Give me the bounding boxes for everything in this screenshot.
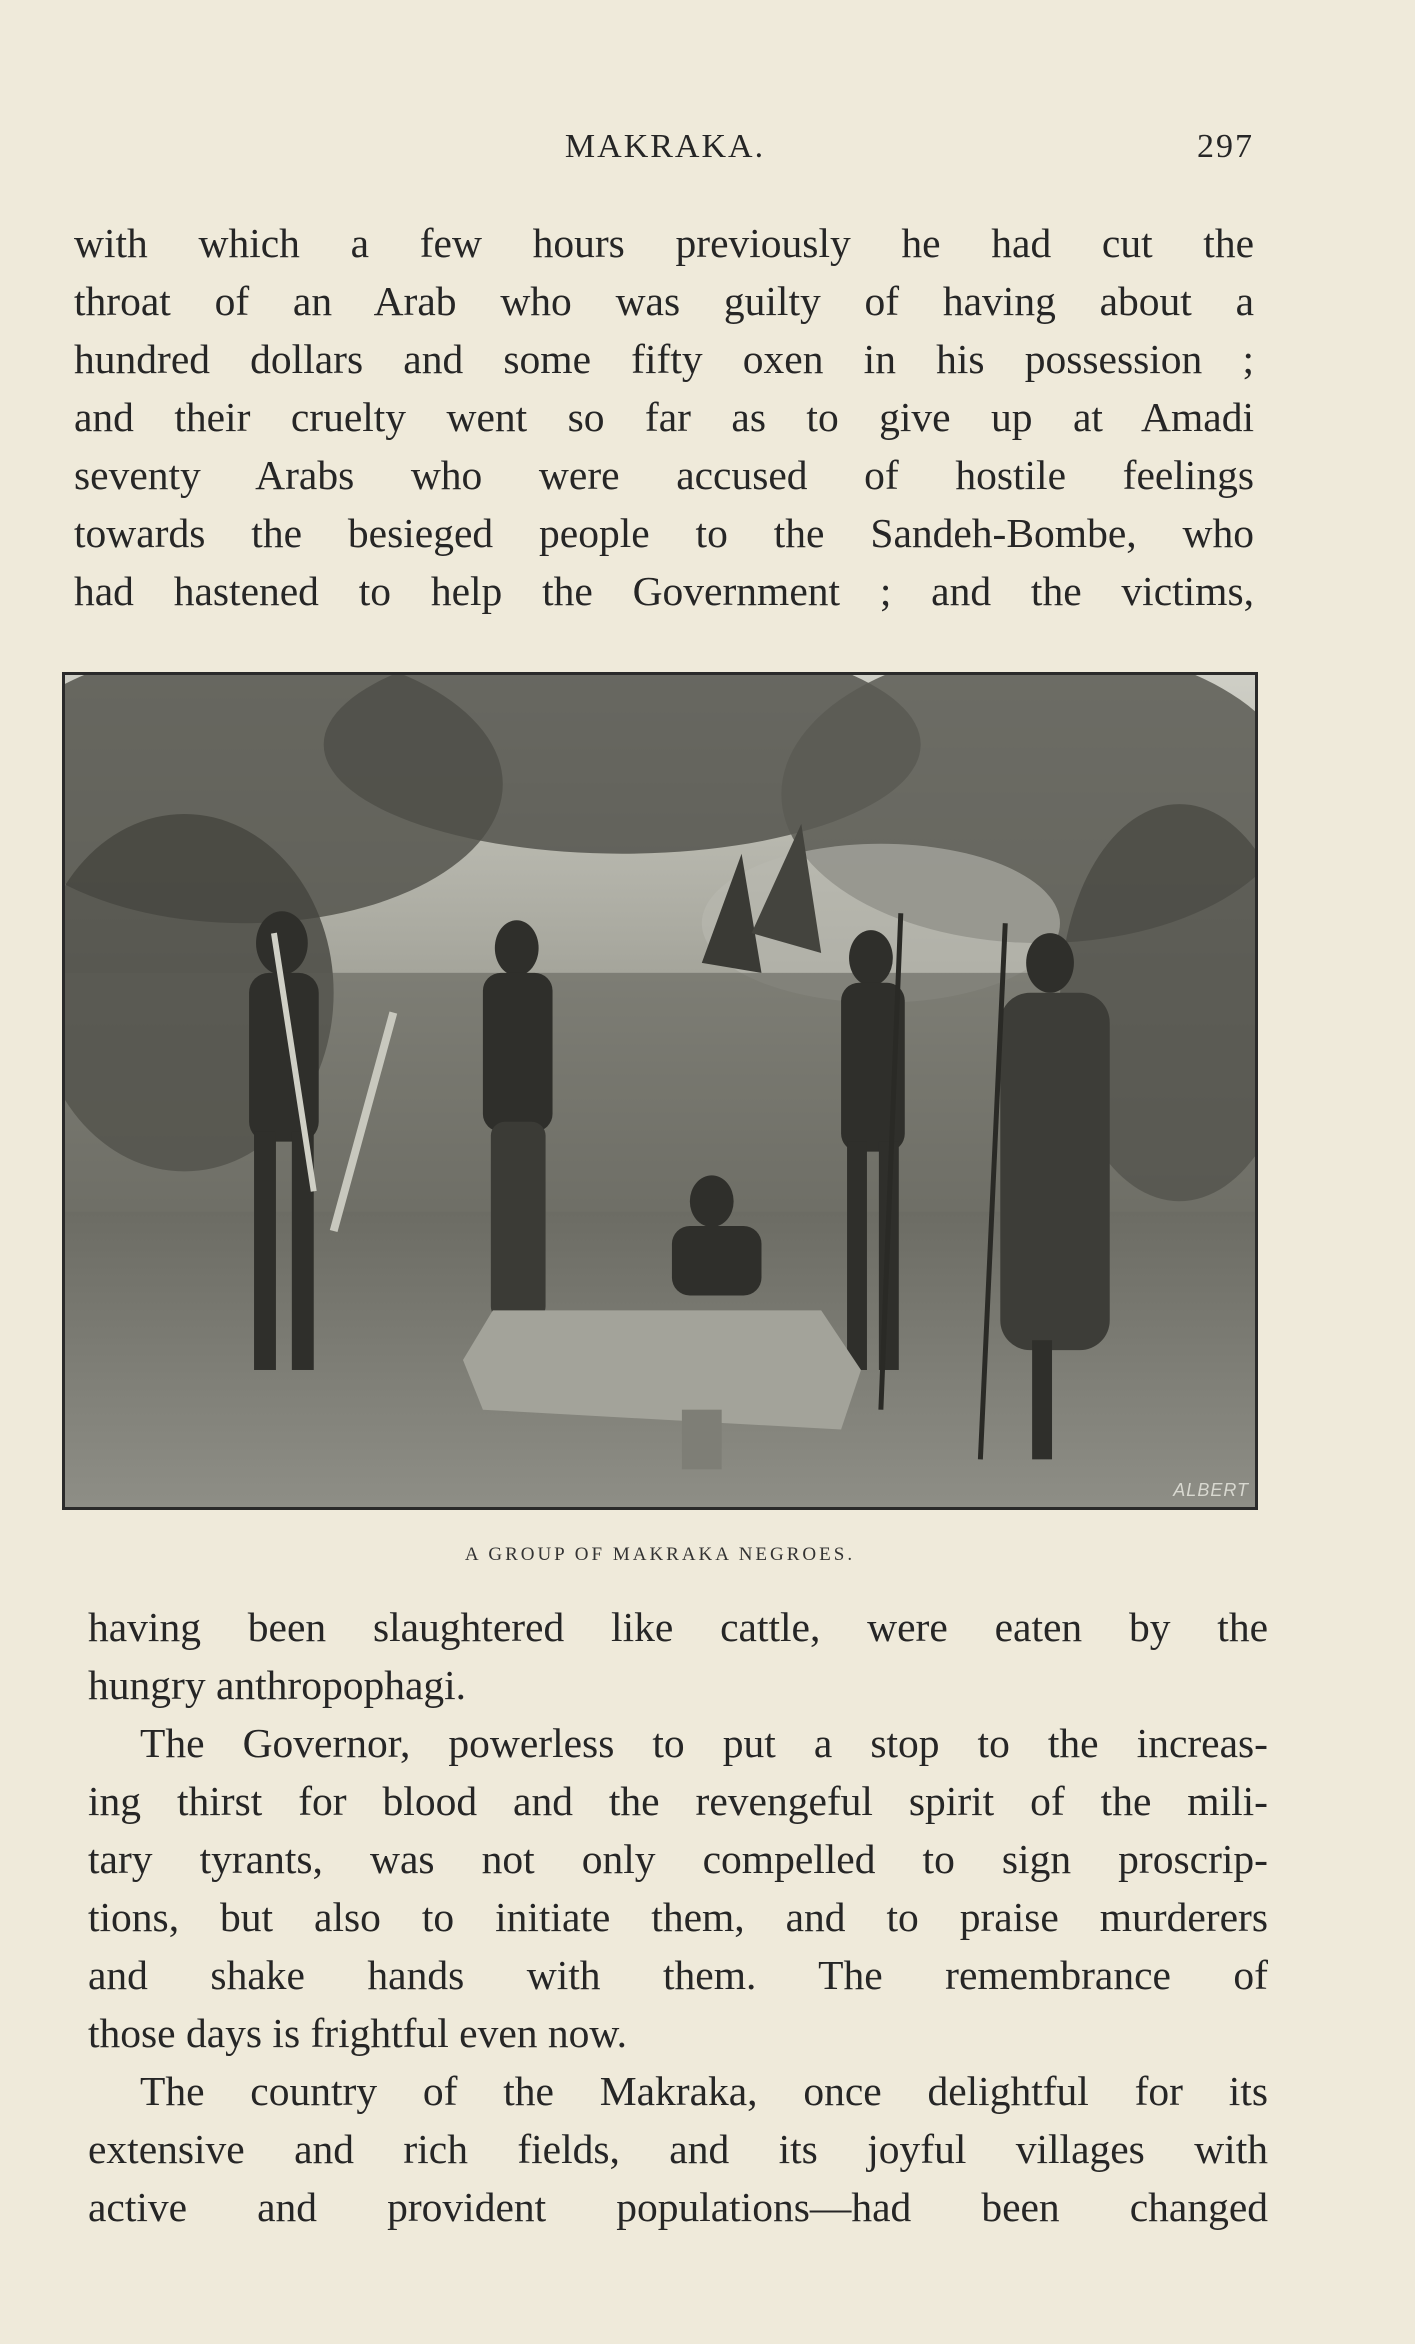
page-number: 297 (1197, 128, 1254, 165)
paragraph-country (88, 2062, 1268, 2236)
running-title: MAKRAKA. (564, 128, 766, 165)
text-line: The country of the Makraka, once delightful for its (140, 2068, 1268, 2114)
text-line: tions, but also to initiate them, and to praise murderers (88, 1894, 1268, 1940)
text-line: active and provident populations—had been changed (88, 2184, 1268, 2230)
text-line: The Governor, powerless to put a stop to the increas- (140, 1720, 1268, 1766)
text-line: hundred dollars and some fifty oxen in his possession ; (74, 336, 1254, 382)
text-line: had hastened to help the Government ; and the victims, (74, 568, 1254, 614)
text-line: those days is frightful even now. (88, 2010, 628, 2056)
text-line: and shake hands with them. The remembrance of (88, 1952, 1268, 1998)
photograph-icon (65, 675, 1255, 1507)
paragraph-governor (88, 1714, 1268, 2062)
text-line: with which a few hours previously he had cut the (74, 220, 1254, 266)
figure-caption: A GROUP OF MAKRAKA NEGROES. (464, 1544, 856, 1565)
text-line: seventy Arabs who were accused of hostile feelings (74, 452, 1254, 498)
text-line: tary tyrants, was not only compelled to sign proscrip- (88, 1836, 1268, 1882)
photograph-illustration (62, 672, 1258, 1510)
text-line: towards the besieged people to the Sandeh-Bombe, who (74, 510, 1254, 556)
text-line: ing thirst for blood and the revengeful spirit of the mili- (88, 1778, 1268, 1824)
running-head (76, 128, 1254, 172)
text-line: having been slaughtered like cattle, were eaten by the (88, 1604, 1268, 1650)
paragraph-continued (88, 1598, 1268, 1714)
text-line: extensive and rich fields, and its joyful villages with (88, 2126, 1268, 2172)
engraver-mark: ALBERT (1173, 1480, 1249, 1500)
text-line: throat of an Arab who was guilty of having about a (74, 278, 1254, 324)
text-line: and their cruelty went so far as to give up at Amadi (74, 394, 1254, 440)
text-line: hungry anthropophagi. (88, 1662, 467, 1708)
paragraph-top (74, 214, 1254, 620)
